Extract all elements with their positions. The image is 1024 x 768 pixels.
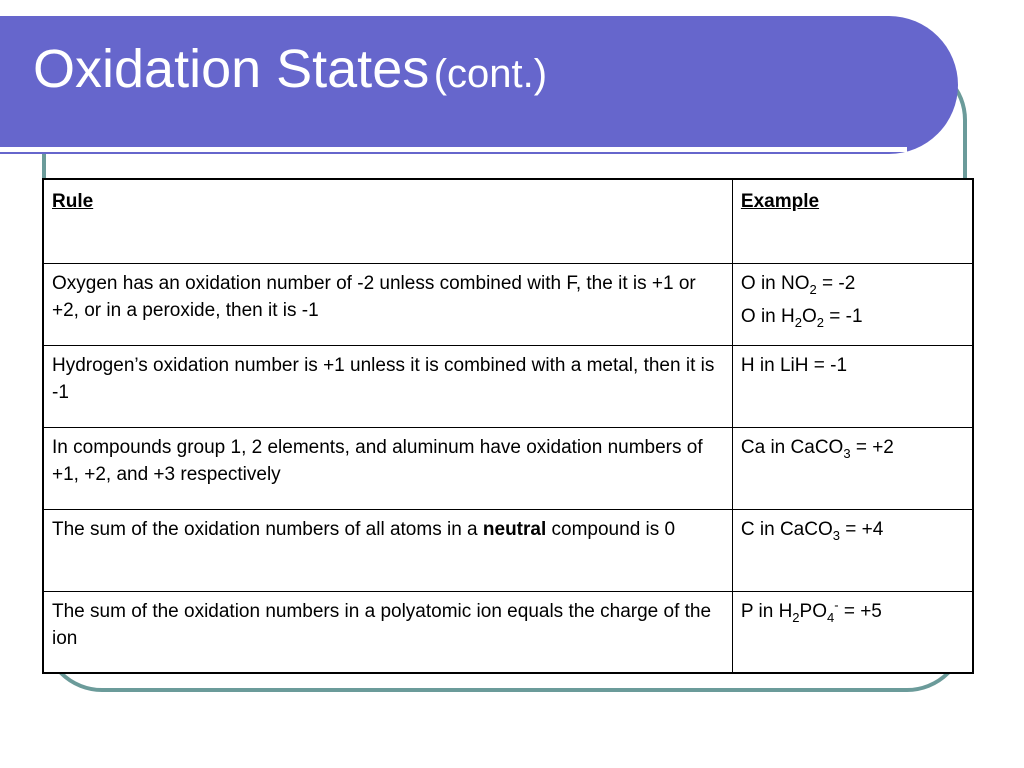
- example-line: [741, 598, 964, 625]
- subscript: 2: [792, 609, 800, 625]
- example-text: Ca in CaCO: [740, 436, 844, 458]
- example-text: O in NO: [740, 272, 810, 294]
- rule-cell: Hydrogen’s oxidation number is +1 unless it is combined with a metal, then it is -1: [43, 345, 732, 427]
- table-header-row: [43, 179, 973, 263]
- example-line: H in LiH = -1: [740, 354, 848, 376]
- subscript: 2: [809, 281, 817, 297]
- table-row: [43, 263, 973, 345]
- example-value: = +2: [850, 436, 894, 458]
- subscript: 4: [826, 609, 835, 625]
- example-line: [741, 303, 964, 330]
- example-cell: [732, 427, 973, 509]
- rules-table: [42, 178, 974, 674]
- table-row: [43, 509, 973, 591]
- example-line: [741, 434, 964, 461]
- example-value: = +5: [838, 600, 882, 622]
- title-main-text: Oxidation States: [33, 39, 430, 99]
- example-value: = +4: [839, 518, 884, 540]
- rule-cell: In compounds group 1, 2 elements, and aluminum have oxidation numbers of +1, +2, and +3 respectively: [43, 427, 732, 509]
- table-row: [43, 345, 973, 427]
- example-cell: [732, 509, 973, 591]
- rule-cell: Oxygen has an oxidation number of -2 unless combined with F, the it is +1 or +2, or in a peroxide, then it is -1: [43, 263, 732, 345]
- example-line: [741, 270, 964, 297]
- table-row: [43, 591, 973, 673]
- example-text: C in CaCO: [740, 518, 833, 540]
- example-text: O: [801, 305, 817, 327]
- rule-emphasis: neutral: [482, 518, 547, 540]
- example-text: PO: [799, 600, 827, 622]
- example-value: = -2: [816, 272, 856, 294]
- example-cell: [732, 345, 973, 427]
- table-row: [43, 427, 973, 509]
- header-example: Example: [732, 179, 973, 263]
- title-sub-text: (cont.): [433, 52, 548, 96]
- superscript: -: [834, 597, 839, 613]
- subscript: 2: [794, 314, 802, 330]
- subscript: 3: [832, 527, 840, 543]
- subscript: 2: [816, 314, 824, 330]
- header-rule: Rule: [43, 179, 732, 263]
- rule-cell: The sum of the oxidation numbers in a polyatomic ion equals the charge of the ion: [43, 591, 732, 673]
- example-text: O in H: [740, 305, 795, 327]
- example-value: = -1: [824, 305, 863, 327]
- example-line: [741, 516, 964, 543]
- slide-title: [33, 39, 548, 99]
- rule-text: The sum of the oxidation numbers of all atoms in a: [52, 518, 483, 540]
- example-cell: [732, 591, 973, 673]
- example-text: P in H: [740, 600, 793, 622]
- rule-cell: [43, 509, 732, 591]
- example-cell: [732, 263, 973, 345]
- subscript: 3: [843, 445, 851, 461]
- rule-text: compound is 0: [546, 518, 676, 540]
- title-underline: [0, 147, 907, 152]
